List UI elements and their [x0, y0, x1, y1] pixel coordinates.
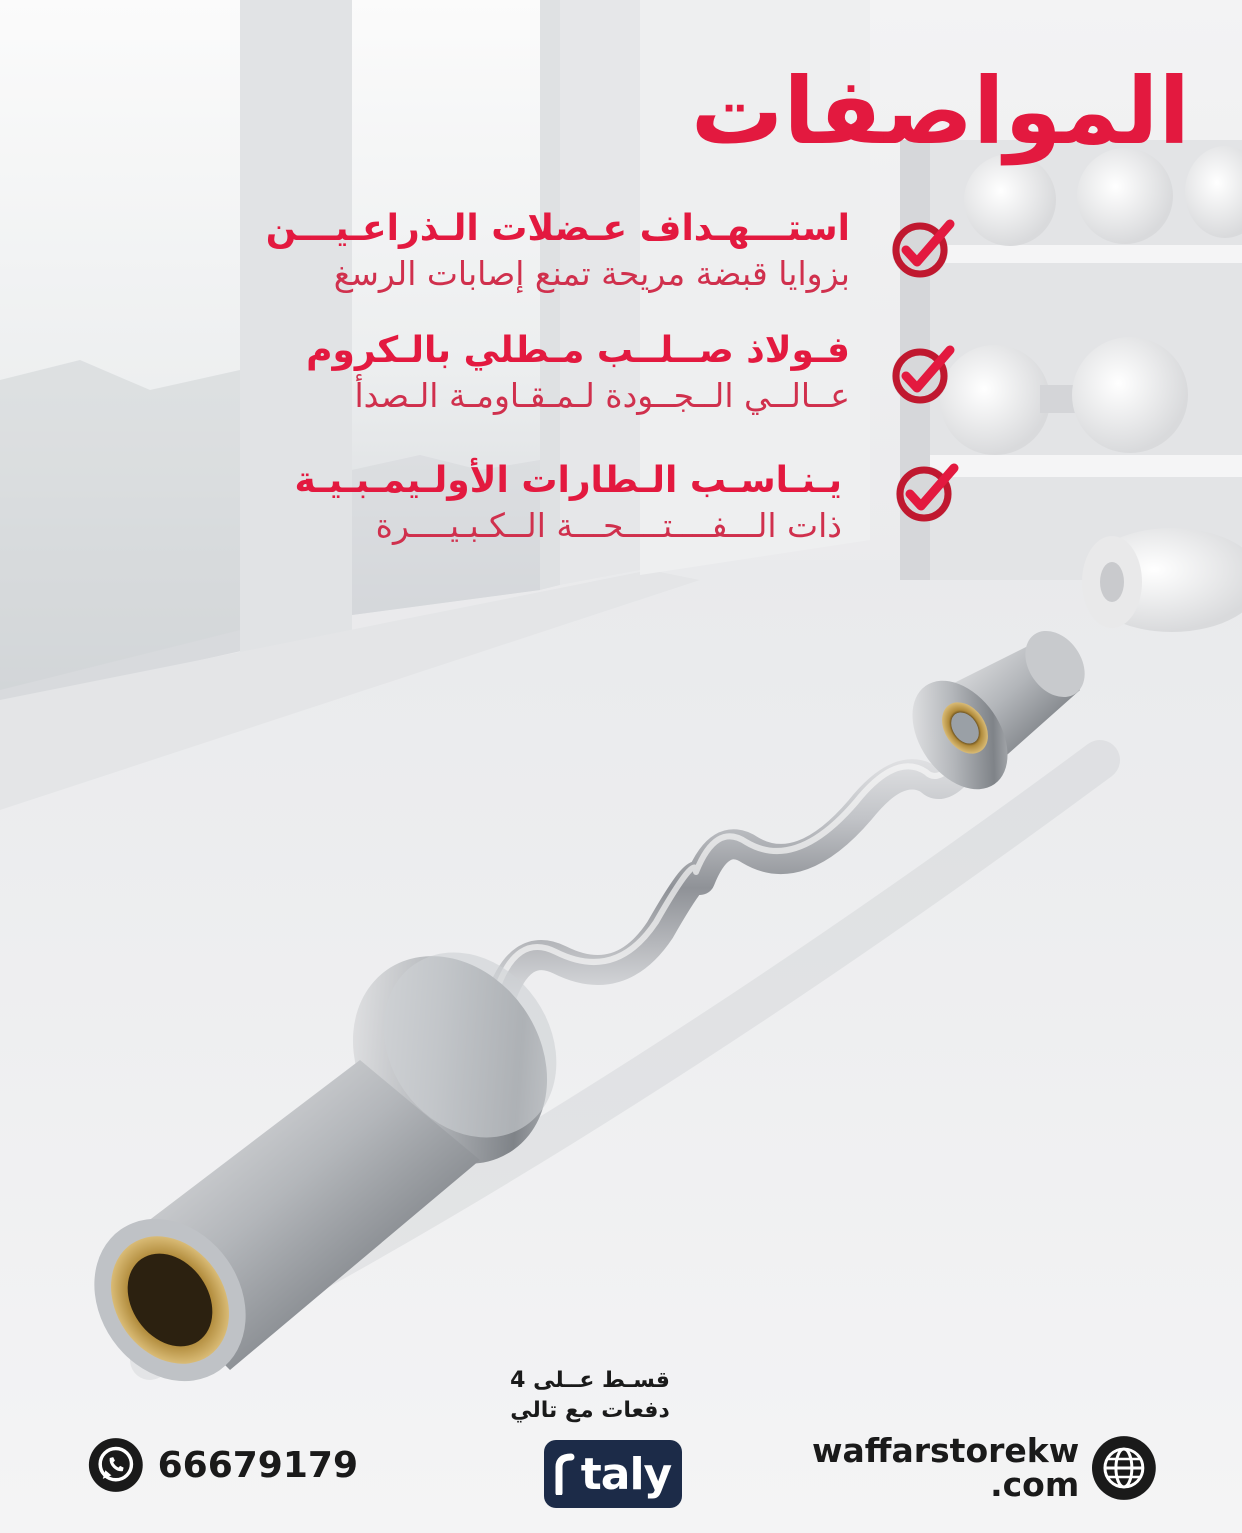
feature-heading: استـــهـداف عـضلات الـذراعـيـــن: [265, 208, 850, 249]
website-link[interactable]: [812, 1428, 1157, 1508]
website-text: [812, 1431, 1080, 1504]
website-line-2: .com: [990, 1465, 1080, 1504]
feature-subtext: عــالــي الــجــودة لـمـقـاومـة الـصدأ: [354, 376, 850, 415]
check-circle-icon: [886, 338, 958, 410]
feature-subtext: بزوايا قبضة مريحة تمنع إصابات الرسغ: [333, 254, 850, 293]
feature-item: [266, 206, 850, 296]
check-circle-icon: [886, 212, 958, 284]
whatsapp-icon: [88, 1433, 144, 1497]
installment-note: [480, 1366, 700, 1426]
whatsapp-contact[interactable]: [88, 1430, 358, 1500]
feature-heading: فـولاذ صــلــب مـطلي بالـكروم: [306, 330, 850, 371]
feature-item: [306, 328, 850, 418]
phone-number: 66679179: [157, 1444, 358, 1486]
website-line-1: waffarstorekw: [812, 1431, 1080, 1470]
globe-icon: [1091, 1435, 1157, 1501]
feature-subtext: ذات الـــفــــتــــحـــة الــكـبـيــــرة: [375, 506, 842, 545]
feature-heading: يـنـاسـب الـطارات الأولـيمـبـيـة: [294, 460, 842, 501]
taly-mark-icon: [555, 1453, 575, 1495]
page-title: المواصفات: [690, 58, 1190, 165]
feature-item: [294, 458, 842, 548]
taly-logo[interactable]: [544, 1440, 682, 1508]
taly-logo-text: taly: [580, 1448, 672, 1500]
installment-line-2: دفعات مع تالي: [510, 1398, 670, 1423]
check-circle-icon: [890, 456, 962, 528]
installment-line-1: قسـط عــلى 4: [510, 1368, 670, 1393]
